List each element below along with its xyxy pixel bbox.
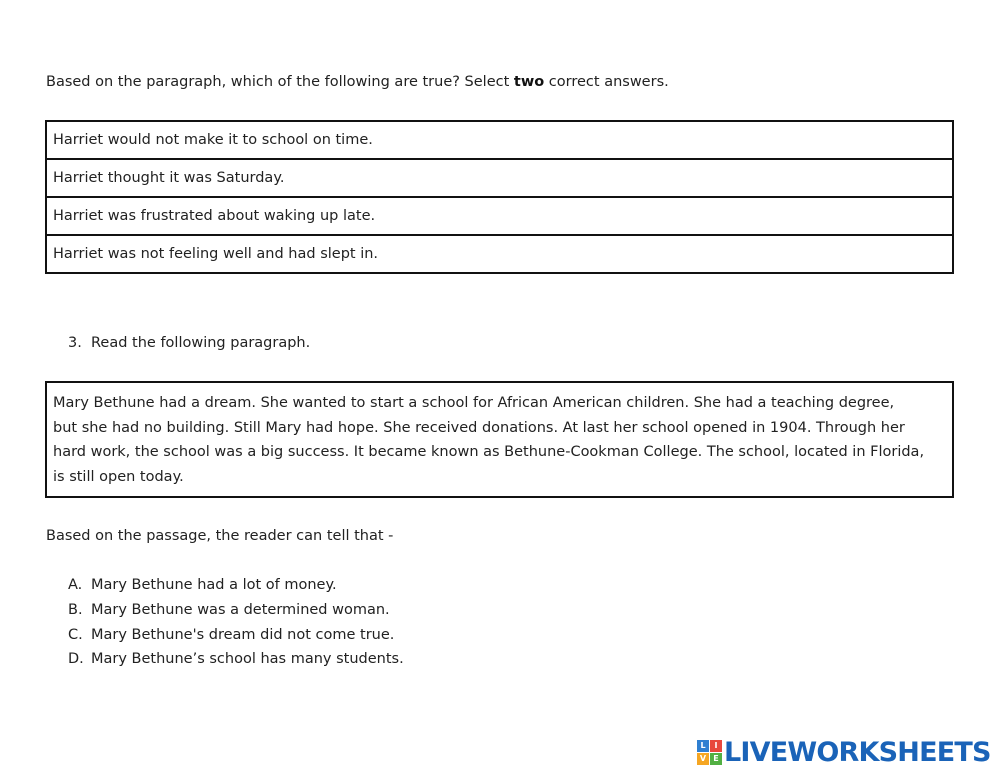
passage-line: but she had no building. Still Mary had hope. She received donations. At last her school opened in 1904. Through her [53,419,905,436]
question-number: 3. [68,335,82,351]
passage-box [45,381,954,498]
liveworksheets-logo [697,735,991,769]
question-2-prompt: Based on the paragraph, which of the following are true? Select two correct answers. [46,74,669,90]
answer-option[interactable]: Harriet was frustrated about waking up late. [47,198,952,236]
question-instruction: Read the following paragraph. [91,335,311,351]
question-3-heading [68,333,310,353]
choice-c[interactable]: C. Mary Bethune's dream did not come true. [68,626,395,643]
multiple-choice-list [68,574,404,673]
answer-options-table [45,120,954,274]
question-3-lead: Based on the passage, the reader can tell that - [46,528,394,544]
answer-option[interactable]: Harriet was not feeling well and had slept in. [53,246,379,262]
choice-a[interactable]: A. Mary Bethune had a lot of money. [68,577,337,593]
answer-option[interactable]: Harriet thought it was Saturday. [47,160,952,198]
answer-option[interactable]: Harriet would not make it to school on time. [47,122,952,160]
choice-b[interactable]: B. Mary Bethune was a determined woman. [68,601,390,618]
passage-line: Mary Bethune had a dream. She wanted to start a school for African American children. She had a teaching degree, [53,395,895,411]
passage-line: hard work, the school was a big success. It became known as Bethune-Cookman College. The school, located in Florida, [53,444,925,461]
logo-text: LIVEWORKSHEETS [724,736,991,768]
passage-line: is still open today. [53,468,184,485]
emphasis-two: two [513,74,545,90]
logo-blocks-icon: L I V E [697,740,722,765]
choice-d[interactable]: D. Mary Bethune’s school has many students. [68,651,404,668]
